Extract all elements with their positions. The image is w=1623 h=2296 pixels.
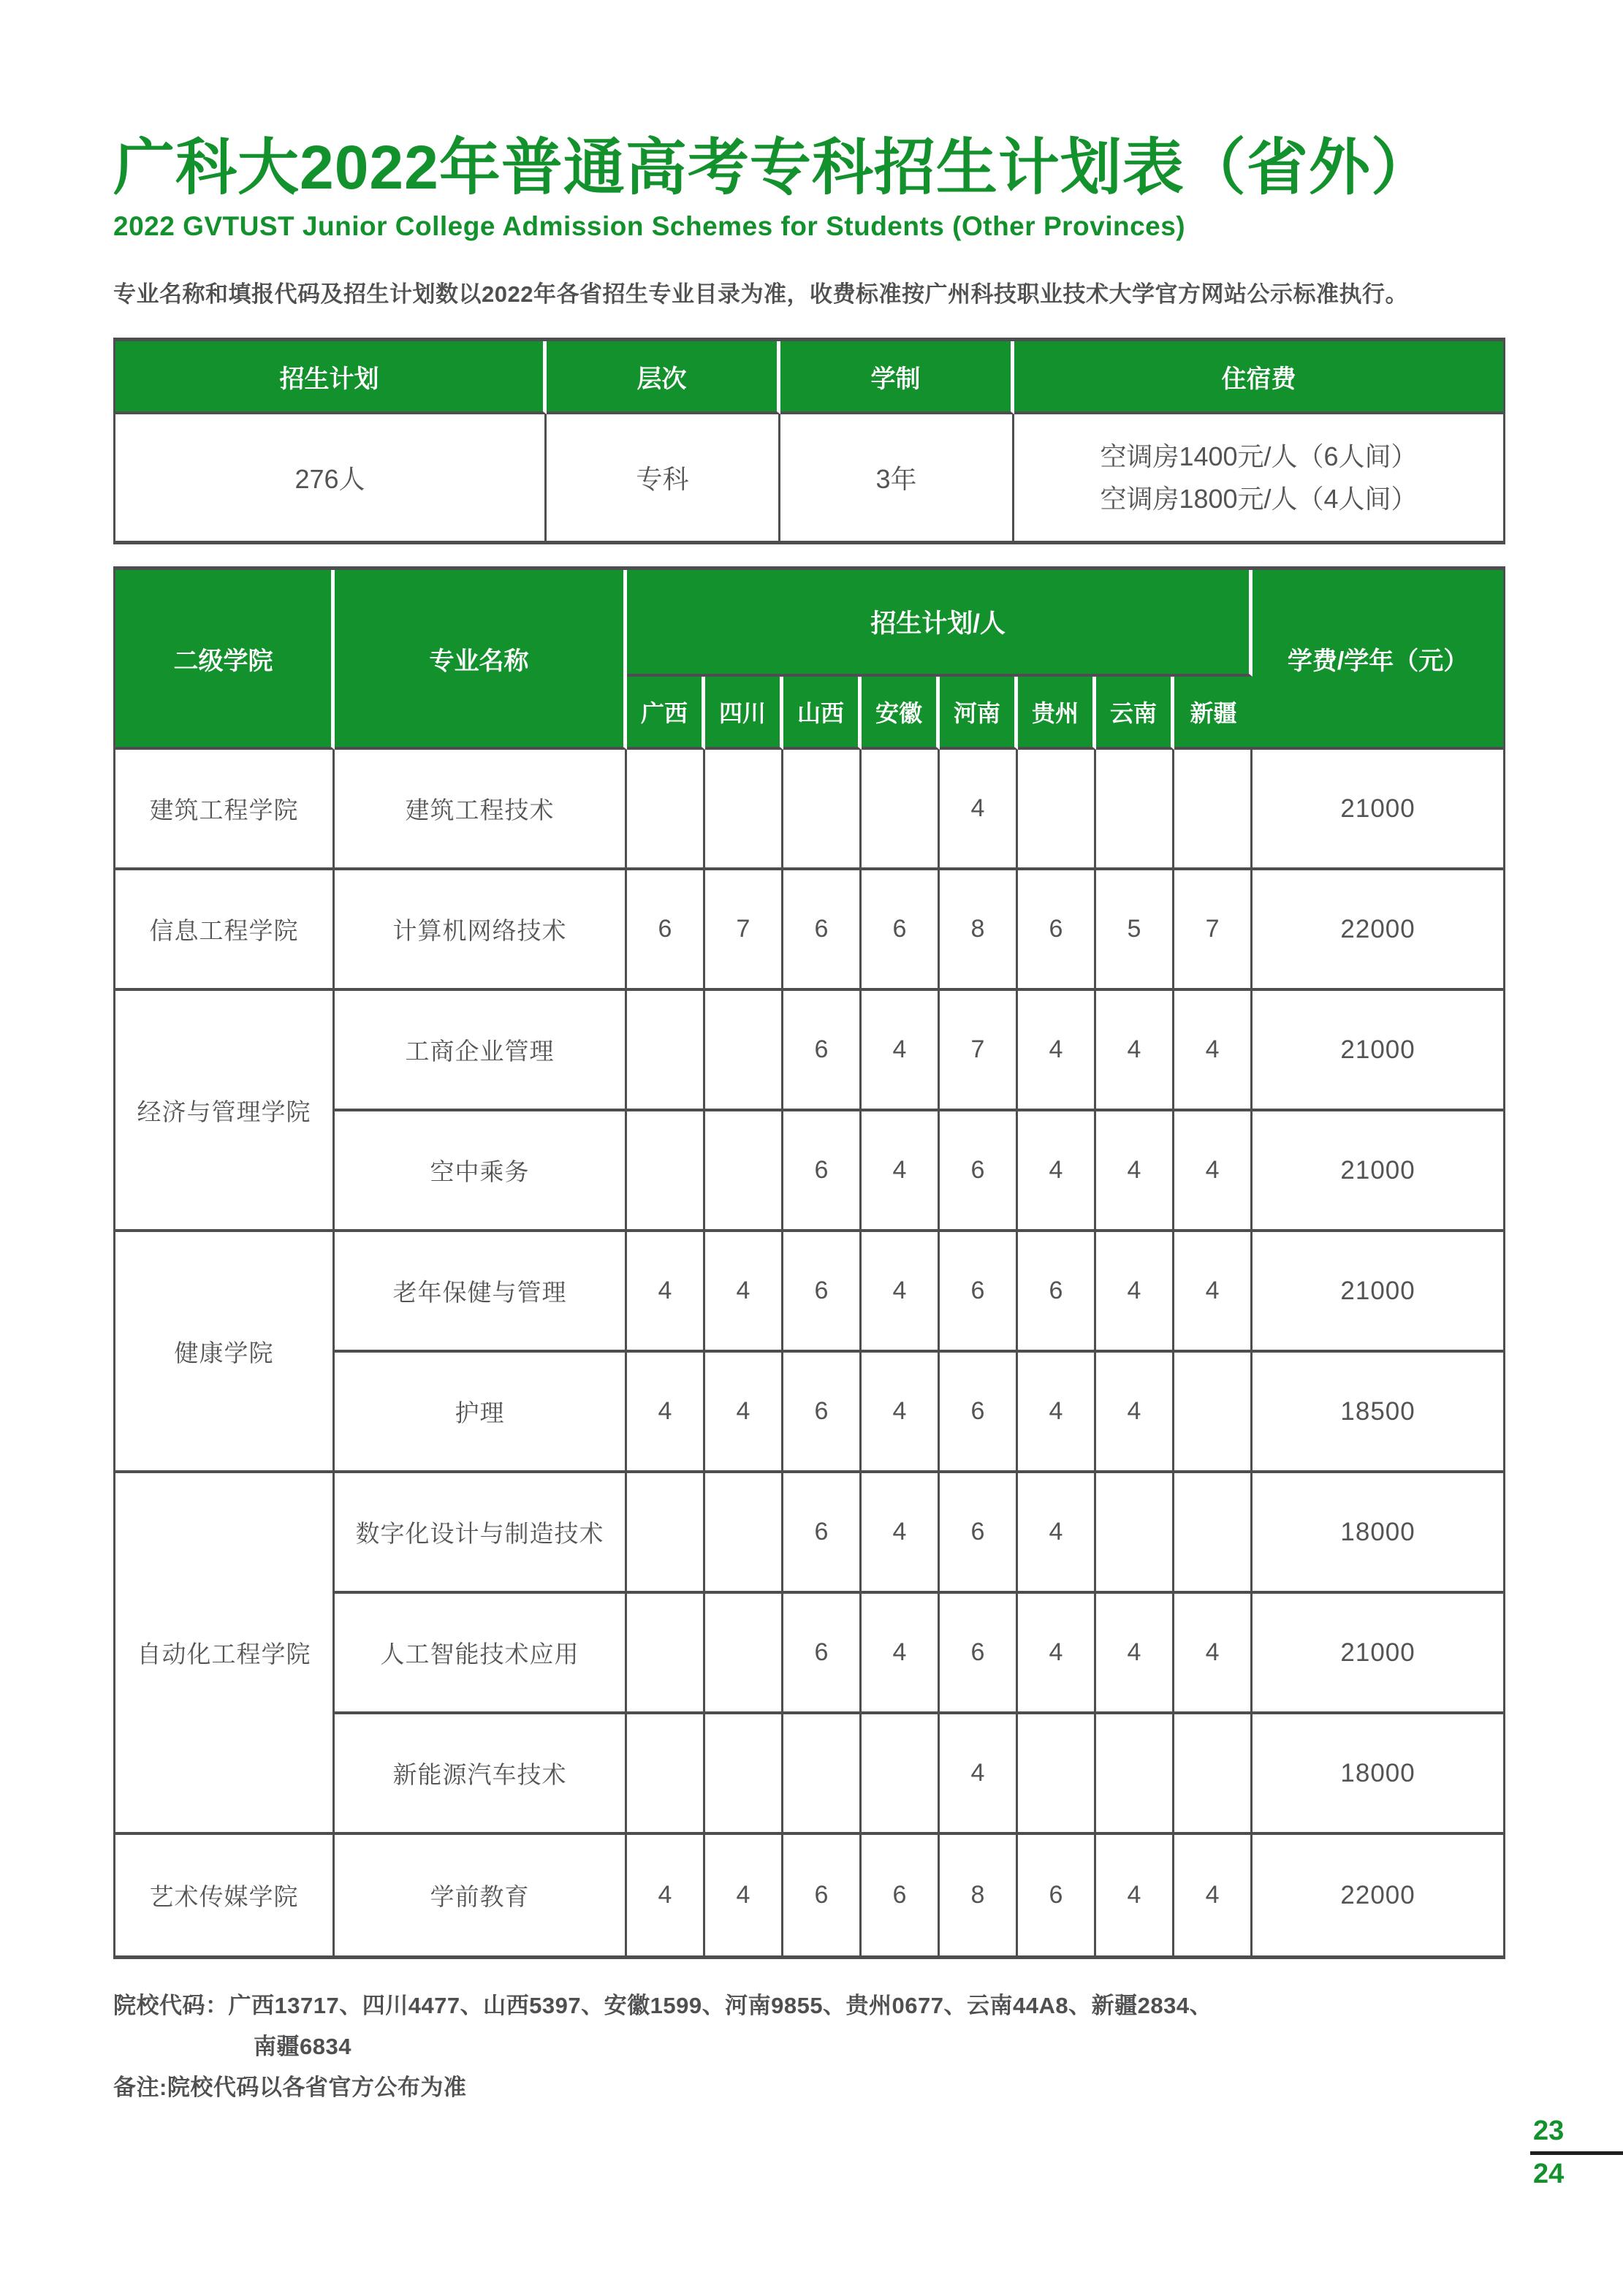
plan-count-cell bbox=[1174, 1353, 1253, 1473]
plan-count-cell: 6 bbox=[1018, 870, 1096, 991]
college-name-cell: 艺术传媒学院 bbox=[115, 1835, 335, 1955]
plan-count-cell bbox=[627, 1473, 705, 1594]
school-codes-line-2: 南疆6834 bbox=[254, 2034, 351, 2060]
plan-count-cell: 4 bbox=[627, 1835, 705, 1955]
plan-count-cell bbox=[627, 991, 705, 1111]
admission-plan-table bbox=[113, 566, 1505, 1959]
plan-count-cell: 6 bbox=[940, 1353, 1018, 1473]
plan-count-cell bbox=[862, 750, 940, 870]
header-province-anhui: 安徽 bbox=[862, 677, 940, 750]
plan-count-cell: 6 bbox=[1018, 1232, 1096, 1353]
plan-count-cell: 6 bbox=[862, 870, 940, 991]
plan-count-cell: 4 bbox=[1174, 991, 1253, 1111]
major-name-cell: 建筑工程技术 bbox=[335, 750, 627, 870]
main-header-row-1 bbox=[115, 570, 1503, 677]
plan-count-cell: 6 bbox=[627, 870, 705, 991]
table-row bbox=[115, 1232, 1503, 1353]
plan-count-cell bbox=[1096, 1714, 1174, 1835]
summary-header-accommodation: 住宿费 bbox=[1014, 341, 1503, 414]
plan-count-cell: 4 bbox=[1174, 1111, 1253, 1232]
plan-count-cell: 6 bbox=[940, 1473, 1018, 1594]
major-name-cell: 护理 bbox=[335, 1353, 627, 1473]
accommodation-line-2: 空调房1800元/人（4人间） bbox=[1100, 483, 1418, 514]
summary-accommodation bbox=[1014, 414, 1503, 541]
plan-count-cell bbox=[705, 1714, 783, 1835]
fee-cell: 18000 bbox=[1253, 1473, 1503, 1594]
fee-cell: 22000 bbox=[1253, 870, 1503, 991]
header-province-yunnan: 云南 bbox=[1096, 677, 1174, 750]
plan-count-cell bbox=[705, 1473, 783, 1594]
summary-table bbox=[113, 338, 1505, 544]
plan-count-cell: 4 bbox=[940, 1714, 1018, 1835]
page-subtitle: 2022 GVTUST Junior College Admission Schemes for Students (Other Provinces) bbox=[113, 211, 1186, 242]
header-province-henan: 河南 bbox=[940, 677, 1018, 750]
plan-count-cell bbox=[1096, 750, 1174, 870]
header-province-xinjiang: 新疆 bbox=[1174, 677, 1253, 750]
plan-count-cell: 4 bbox=[862, 1232, 940, 1353]
plan-count-cell bbox=[705, 1594, 783, 1714]
plan-count-cell: 7 bbox=[705, 870, 783, 991]
plan-count-cell: 6 bbox=[783, 1232, 862, 1353]
plan-count-cell bbox=[1018, 1714, 1096, 1835]
plan-count-cell: 7 bbox=[940, 991, 1018, 1111]
college-name-cell: 信息工程学院 bbox=[115, 870, 335, 991]
plan-count-cell: 6 bbox=[783, 870, 862, 991]
summary-duration: 3年 bbox=[780, 414, 1014, 541]
plan-count-cell: 4 bbox=[1018, 1111, 1096, 1232]
plan-count-cell bbox=[705, 750, 783, 870]
plan-count-cell bbox=[627, 750, 705, 870]
plan-count-cell: 4 bbox=[705, 1835, 783, 1955]
header-college: 二级学院 bbox=[115, 570, 335, 750]
school-codes bbox=[113, 1985, 1505, 2067]
accommodation-line-1: 空调房1400元/人（6人间） bbox=[1100, 441, 1418, 472]
plan-count-cell: 4 bbox=[862, 1473, 940, 1594]
plan-count-cell: 4 bbox=[862, 1111, 940, 1232]
page-number-top: 23 bbox=[1533, 2116, 1565, 2146]
plan-count-cell: 6 bbox=[783, 1111, 862, 1232]
major-name-cell: 人工智能技术应用 bbox=[335, 1594, 627, 1714]
fee-cell: 21000 bbox=[1253, 1594, 1503, 1714]
plan-count-cell: 4 bbox=[1096, 1111, 1174, 1232]
plan-count-cell: 6 bbox=[783, 1835, 862, 1955]
major-name-cell: 工商企业管理 bbox=[335, 991, 627, 1111]
plan-count-cell: 4 bbox=[862, 1353, 940, 1473]
plan-count-cell: 4 bbox=[1018, 1353, 1096, 1473]
plan-count-cell: 4 bbox=[1096, 1232, 1174, 1353]
header-province-guangxi: 广西 bbox=[627, 677, 705, 750]
fee-cell: 21000 bbox=[1253, 1232, 1503, 1353]
plan-count-cell: 6 bbox=[940, 1594, 1018, 1714]
plan-count-cell: 4 bbox=[1174, 1835, 1253, 1955]
plan-count-cell: 6 bbox=[783, 1473, 862, 1594]
header-province-guizhou: 贵州 bbox=[1018, 677, 1096, 750]
top-note: 专业名称和填报代码及招生计划数以2022年各省招生专业目录为准，收费标准按广州科技职业技术大学官方网站公示标准执行。 bbox=[113, 281, 1408, 308]
plan-count-cell bbox=[705, 991, 783, 1111]
plan-count-cell bbox=[862, 1714, 940, 1835]
plan-count-cell: 6 bbox=[862, 1835, 940, 1955]
plan-count-cell: 6 bbox=[783, 1353, 862, 1473]
footer-remark: 备注:院校代码以各省官方公布为准 bbox=[113, 2075, 467, 2101]
table-row bbox=[115, 1835, 1503, 1955]
major-name-cell: 空中乘务 bbox=[335, 1111, 627, 1232]
header-province-shanxi: 山西 bbox=[783, 677, 862, 750]
plan-count-cell: 6 bbox=[1018, 1835, 1096, 1955]
plan-count-cell bbox=[1174, 750, 1253, 870]
fee-cell: 21000 bbox=[1253, 991, 1503, 1111]
plan-count-cell bbox=[1018, 750, 1096, 870]
plan-count-cell: 8 bbox=[940, 870, 1018, 991]
plan-count-cell: 4 bbox=[627, 1353, 705, 1473]
plan-count-cell bbox=[783, 750, 862, 870]
major-name-cell: 数字化设计与制造技术 bbox=[335, 1473, 627, 1594]
plan-count-cell bbox=[627, 1111, 705, 1232]
plan-count-cell: 6 bbox=[940, 1232, 1018, 1353]
summary-header-level: 层次 bbox=[547, 341, 780, 414]
plan-count-cell: 4 bbox=[940, 750, 1018, 870]
plan-count-cell bbox=[1174, 1473, 1253, 1594]
page-number-bottom: 24 bbox=[1533, 2158, 1565, 2189]
plan-count-cell: 5 bbox=[1096, 870, 1174, 991]
plan-count-cell: 6 bbox=[783, 991, 862, 1111]
main-table-body bbox=[115, 750, 1503, 1955]
table-row bbox=[115, 870, 1503, 991]
plan-count-cell: 6 bbox=[783, 1594, 862, 1714]
content-area bbox=[113, 0, 1505, 2108]
fee-cell: 21000 bbox=[1253, 1111, 1503, 1232]
college-name-cell: 健康学院 bbox=[115, 1232, 335, 1473]
header-major: 专业名称 bbox=[335, 570, 627, 750]
plan-count-cell: 4 bbox=[1018, 1594, 1096, 1714]
table-row bbox=[115, 991, 1503, 1111]
plan-count-cell bbox=[705, 1111, 783, 1232]
plan-count-cell bbox=[783, 1714, 862, 1835]
fee-cell: 18500 bbox=[1253, 1353, 1503, 1473]
header-province-sichuan: 四川 bbox=[705, 677, 783, 750]
college-name-cell: 经济与管理学院 bbox=[115, 991, 335, 1232]
plan-count-cell: 4 bbox=[1174, 1232, 1253, 1353]
summary-header-plan: 招生计划 bbox=[115, 341, 547, 414]
plan-count-cell: 6 bbox=[940, 1111, 1018, 1232]
table-row bbox=[115, 1473, 1503, 1594]
plan-count-cell: 4 bbox=[1096, 1835, 1174, 1955]
plan-count-cell bbox=[627, 1594, 705, 1714]
plan-count-cell: 4 bbox=[1018, 991, 1096, 1111]
page-number-block bbox=[1530, 2116, 1623, 2190]
fee-cell: 18000 bbox=[1253, 1714, 1503, 1835]
summary-header-row bbox=[115, 341, 1503, 414]
school-codes-line-1: 院校代码：广西13717、四川4477、山西5397、安徽1599、河南9855、贵州0677、云南44A8、新疆2834、 bbox=[113, 1993, 1213, 2019]
college-name-cell: 自动化工程学院 bbox=[115, 1473, 335, 1835]
college-name-cell: 建筑工程学院 bbox=[115, 750, 335, 870]
plan-count-cell: 4 bbox=[627, 1232, 705, 1353]
plan-count-cell bbox=[1096, 1473, 1174, 1594]
page-number-divider bbox=[1530, 2151, 1623, 2155]
header-plan-group: 招生计划/人 bbox=[627, 570, 1253, 677]
major-name-cell: 计算机网络技术 bbox=[335, 870, 627, 991]
plan-count-cell bbox=[1174, 1714, 1253, 1835]
major-name-cell: 老年保健与管理 bbox=[335, 1232, 627, 1353]
major-name-cell: 新能源汽车技术 bbox=[335, 1714, 627, 1835]
major-name-cell: 学前教育 bbox=[335, 1835, 627, 1955]
summary-header-duration: 学制 bbox=[780, 341, 1014, 414]
plan-count-cell: 4 bbox=[1174, 1594, 1253, 1714]
plan-count-cell: 4 bbox=[705, 1353, 783, 1473]
plan-count-cell: 8 bbox=[940, 1835, 1018, 1955]
fee-cell: 22000 bbox=[1340, 1880, 1415, 1909]
summary-level: 专科 bbox=[547, 414, 780, 541]
plan-count-cell: 4 bbox=[862, 1594, 940, 1714]
plan-count-cell: 7 bbox=[1174, 870, 1253, 991]
fee-cell: 21000 bbox=[1253, 750, 1503, 870]
summary-plan-total: 276人 bbox=[115, 414, 547, 541]
plan-count-cell: 4 bbox=[1096, 991, 1174, 1111]
summary-data-row bbox=[115, 414, 1503, 541]
plan-count-cell: 4 bbox=[1096, 1594, 1174, 1714]
plan-count-cell bbox=[627, 1714, 705, 1835]
plan-count-cell: 4 bbox=[862, 991, 940, 1111]
header-fee: 学费/学年（元） bbox=[1253, 570, 1503, 750]
plan-count-cell: 4 bbox=[1096, 1353, 1174, 1473]
table-row bbox=[115, 750, 1503, 870]
footer bbox=[113, 1985, 1505, 2108]
plan-count-cell: 4 bbox=[1018, 1473, 1096, 1594]
plan-count-cell: 4 bbox=[705, 1232, 783, 1353]
page-title: 广科大2022年普通高考专科招生计划表（省外） bbox=[113, 133, 1433, 202]
